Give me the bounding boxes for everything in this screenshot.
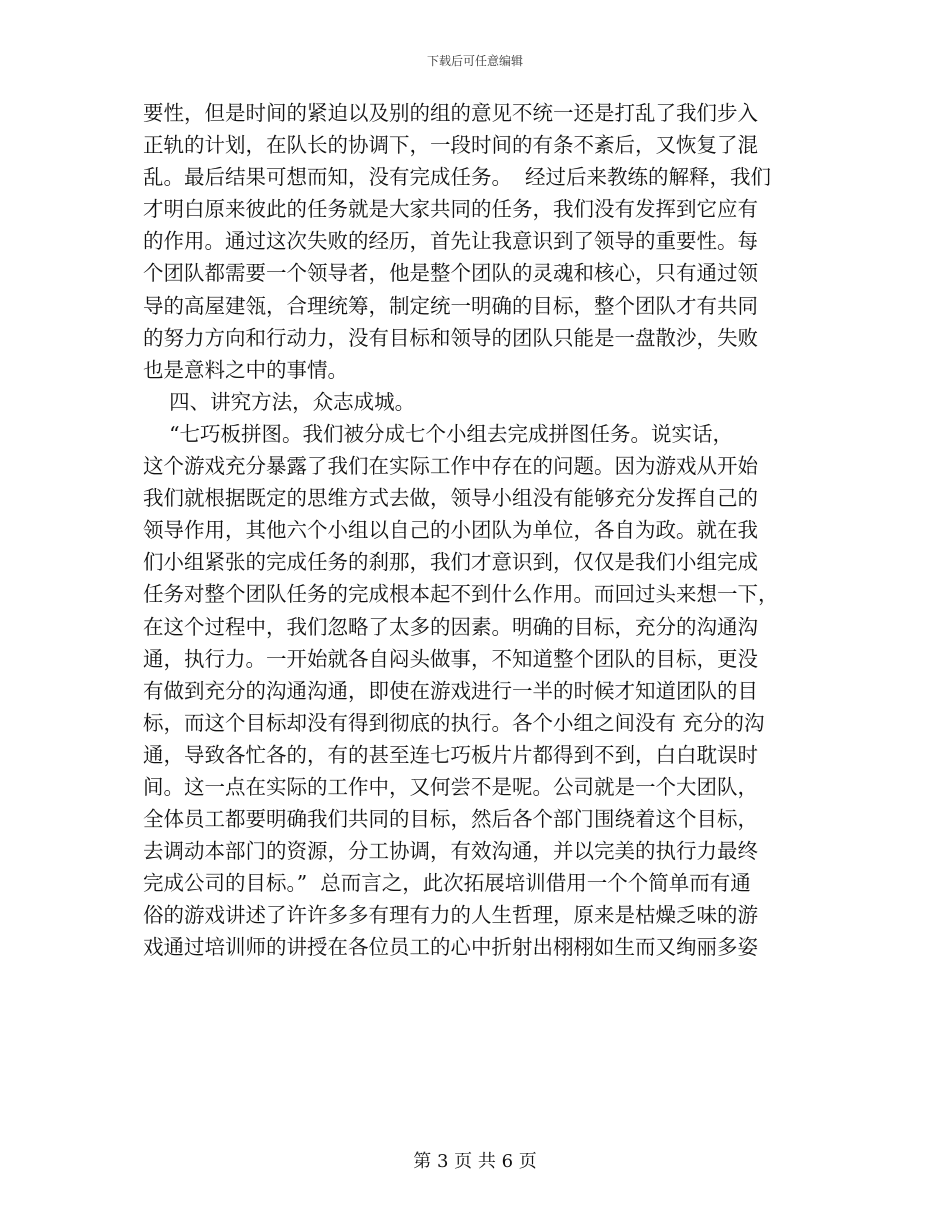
text-line: 导的高屋建瓴，合理统筹，制定统一明确的目标，整个团队才有共同 [143, 293, 758, 318]
text-line: 个团队都需要一个领导者，他是整个团队的灵魂和核心，只有通过领 [143, 261, 758, 286]
text-line: 完成公司的目标。” 总而言之，此次拓展培训借用一个个简单而有通 [143, 871, 751, 896]
text-line: 在这个过程中，我们忽略了太多的因素。明确的目标，充分的沟通沟 [143, 614, 758, 639]
text-line: 俗的游戏讲述了许许多多有理有力的人生哲理，原来是枯燥乏味的游 [143, 903, 758, 928]
text-line: 要性，但是时间的紧迫以及别的组的意见不统一还是打乱了我们步入 [143, 101, 758, 125]
text-line: 领导作用，其他六个小组以自己的小团队为单位，各自为政。就在我 [143, 518, 758, 543]
page-header: 下载后可任意编辑 [426, 54, 523, 68]
page-number: 第 3 页 共 6 页 [413, 1151, 537, 1172]
text-line: 去调动本部门的资源，分工协调，有效沟通，并以完美的执行力最终 [143, 839, 758, 864]
text-line: 的努力方向和行动力，没有目标和领导的团队只能是一盘散沙，失败 [143, 325, 758, 350]
document-body [143, 97, 815, 964]
text-line: 有做到充分的沟通沟通，即使在游戏进行一半的时候才知道团队的目 [143, 678, 758, 703]
text-line: 才明白原来彼此的任务就是大家共同的任务，我们没有发挥到它应有 [143, 197, 758, 222]
text-line: 通，执行力。一开始就各自闷头做事，不知道整个团队的目标，更没 [143, 646, 758, 671]
text-line: 乱。最后结果可想而知，没有完成任务。 经过后来教练的解释，我们 [143, 165, 772, 190]
text-line: 标，而这个目标却没有得到彻底的执行。各个小组之间没有 充分的沟 [143, 710, 765, 735]
section-heading: 四、讲究方法，众志成城。 [143, 389, 416, 414]
text-line: 正轨的计划，在队长的协调下，一段时间的有条不紊后，又恢复了混 [143, 133, 758, 158]
text-line: 我们就根据既定的思维方式去做，领导小组没有能够充分发挥自己的 [143, 486, 758, 511]
text-line: 这个游戏充分暴露了我们在实际工作中存在的问题。因为游戏从开始 [143, 454, 758, 479]
text-line: 们小组紧张的完成任务的刹那，我们才意识到，仅仅是我们小组完成 [143, 550, 758, 575]
text-line: 也是意料之中的事情。 [143, 357, 348, 382]
text-line: 全体员工都要明确我们共同的目标，然后各个部门围绕着这个目标， [143, 807, 758, 832]
text-line: 间。这一点在实际的工作中，又何尝不是呢。公司就是一个大团队， [143, 774, 758, 799]
text-line: 通，导致各忙各的，有的甚至连七巧板片片都得到不到，白白耽误时 [143, 742, 758, 767]
text-line: 戏通过培训师的讲授在各位员工的心中折射出栩栩如生而又绚丽多姿 [143, 935, 758, 960]
text-line: 的作用。通过这次失败的经历，首先让我意识到了领导的重要性。每 [143, 229, 758, 254]
text-line: 任务对整个团队任务的完成根本起不到什么作用。而回过头来想一下， [143, 582, 779, 607]
text-line: “七巧板拼图。我们被分成七个小组去完成拼图任务。说实话， [143, 421, 734, 446]
